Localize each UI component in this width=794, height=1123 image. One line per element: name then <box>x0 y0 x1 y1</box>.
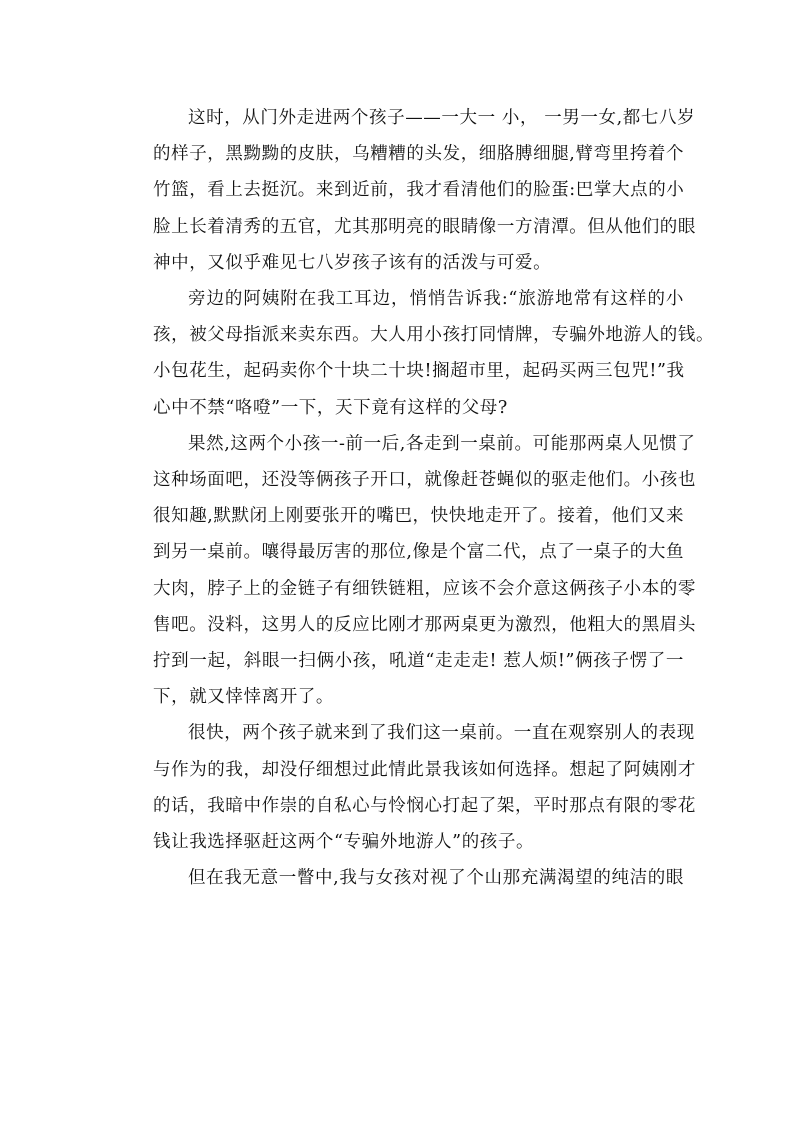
paragraph-2 <box>118 281 715 426</box>
text-line: 很快，两个孩子就来到了我们这一桌前。一直在观察别人的表现 <box>188 723 695 744</box>
text-line: 到另一桌前。嚷得最厉害的那位,像是个富二代，点了一桌子的大鱼 <box>153 542 685 563</box>
text-line: 这时，从门外走进两个孩子——一大一 小， 一男一女,都七八岁 <box>188 108 696 128</box>
text-line: 钱让我选择驱赶这两个“专骗外地游人”的孩子。 <box>153 832 535 853</box>
text-line: 很知趣,默默闭上刚要张开的嘴巴，快快地走开了。接着，他们又来 <box>153 506 685 527</box>
paragraph-4 <box>118 715 696 860</box>
text-line: 下，就又悻悻离开了。 <box>153 687 334 708</box>
text-line: 竹篮，看上去挺沉。来到近前，我才看清他们的脸蛋:巴掌大点的小 <box>153 180 685 201</box>
text-line: 与作为的我，却没仔细想过此情此景我该如何选择。想起了阿姨刚才 <box>153 759 696 780</box>
text-line: 售吧。没料，这男人的反应比刚才那两桌更为激烈，他粗大的黑眉头 <box>153 614 696 635</box>
text-line: 小包花生，起码卖你个十块二十块!搁超市里，起码买两三包咒!”我 <box>153 361 685 382</box>
text-line: 心中不禁“咯噔”一下，天下竟有这样的父母? <box>153 397 508 418</box>
text-line: 果然,这两个小孩一-前一后,各走到一桌前。可能那两桌人见惯了 <box>188 433 696 454</box>
text-line: 旁边的阿姨附在我工耳边，悄悄告诉我:“旅游地常有这样的小 <box>188 289 684 310</box>
text-line: 脸上长着清秀的五官，尤其那明亮的眼睛像一方清潭。但从他们的眼 <box>153 216 696 237</box>
text-line: 这种场面吧，还没等俩孩子开口，就像赶苍蝇似的驱走他们。小孩也 <box>153 470 696 491</box>
paragraph-5 <box>118 860 684 896</box>
text-line: 大肉，脖子上的金链子有细铁链粗，应该不会介意这俩孩子小本的零 <box>153 578 696 599</box>
text-line: 的话，我暗中作崇的自私心与怜悯心打起了架，平时那点有限的零花 <box>153 795 696 816</box>
paragraph-3 <box>118 426 696 716</box>
text-line: 的样子，黑黝黝的皮肤，乌糟糟的头发，细胳膊细腿,臂弯里挎着个 <box>153 144 685 165</box>
text-line: 神中，又似乎难见七八岁孩子该有的活泼与可爱。 <box>153 252 552 273</box>
text-line: 拧到一起，斜眼一扫俩小孩，吼道“走走走! 惹人烦!”俩孩子愣了一 <box>153 651 684 672</box>
text-line: 孩，被父母指派来卖东西。大人用小孩打同情牌，专骗外地游人的钱。 <box>153 325 715 346</box>
text-line: 但在我无意一瞥中,我与女孩对视了个山那充满渴望的纯洁的眼 <box>188 868 684 889</box>
essay-body <box>118 100 715 896</box>
paragraph-1 <box>118 100 696 281</box>
